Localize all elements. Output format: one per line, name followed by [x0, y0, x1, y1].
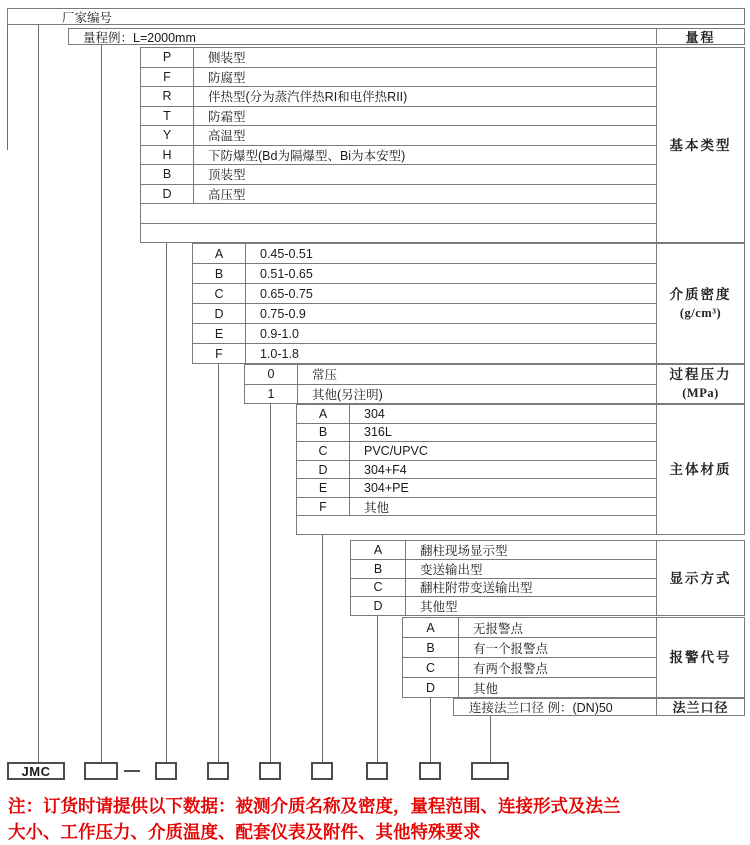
option-code: E: [297, 479, 350, 497]
table-row: [297, 497, 656, 516]
table-row: [297, 460, 656, 479]
option-code: A: [351, 541, 406, 559]
table-row: [403, 637, 656, 657]
table-row: [193, 343, 656, 363]
section-alarm-code: [402, 617, 745, 698]
section-label-text: 主体材质: [669, 462, 732, 477]
table-row: [193, 303, 656, 323]
table-row: [351, 578, 656, 597]
factory-number-label: 厂家编号: [62, 10, 113, 25]
option-code: B: [297, 424, 350, 442]
option-desc: 翻柱现场显示型: [420, 543, 508, 558]
option-rows: [141, 48, 656, 242]
option-code: C: [403, 658, 459, 677]
section-material: [296, 404, 745, 535]
code-box-flange: [471, 762, 509, 780]
table-row-empty: [297, 515, 656, 534]
dash-separator: [124, 770, 140, 772]
option-code: B: [193, 264, 246, 283]
section-label-unit: (g/cm³): [679, 305, 722, 320]
connector-line-alarm: [430, 698, 431, 762]
option-desc: 防霜型: [208, 109, 246, 124]
option-code: Y: [141, 126, 194, 145]
option-desc: 无报警点: [473, 621, 524, 636]
option-desc: 其他(另注明): [312, 387, 383, 402]
table-row: [351, 596, 656, 615]
option-rows: [193, 244, 656, 363]
section-label: [656, 244, 744, 363]
option-desc: 有一个报警点: [473, 641, 549, 656]
section-label-text: 法兰口径: [672, 699, 729, 715]
connector-line-flange: [490, 716, 491, 762]
table-row: [141, 164, 656, 184]
option-code: A: [403, 618, 459, 637]
option-desc: 侧装型: [208, 51, 246, 66]
table-row: [193, 263, 656, 283]
option-code: T: [141, 107, 194, 126]
option-code: C: [193, 284, 246, 303]
table-row: [403, 618, 656, 637]
connector-line-stub: [7, 25, 8, 150]
option-code: D: [403, 678, 459, 697]
option-code: B: [351, 560, 406, 578]
option-desc: 高温型: [208, 129, 246, 144]
option-rows: [297, 405, 656, 534]
option-code: F: [297, 498, 350, 516]
option-code: F: [193, 344, 246, 363]
ordering-note-line1: 注：订货时请提供以下数据：被测介质名称及密度，量程范围、连接形式及法兰: [8, 796, 621, 816]
range-row: [68, 28, 745, 45]
option-desc: 有两个报警点: [473, 661, 549, 676]
option-rows: [454, 699, 656, 715]
option-code: B: [403, 638, 459, 657]
table-row-empty: [141, 203, 656, 223]
option-desc: 304+PE: [364, 481, 409, 496]
option-desc: 伴热型(分为蒸汽伴热RI和电伴热RII): [208, 90, 408, 105]
option-desc: 0.51-0.65: [260, 266, 313, 281]
connector-line-range: [101, 45, 102, 762]
table-row: [403, 657, 656, 677]
table-row: [351, 541, 656, 559]
option-code: E: [193, 324, 246, 343]
model-prefix-box: [7, 762, 65, 780]
connector-line-density: [218, 364, 219, 762]
table-row: [141, 125, 656, 145]
option-desc: 316L: [364, 425, 392, 440]
section-label-text: 显示方式: [669, 570, 732, 586]
option-desc: 304+F4: [364, 462, 407, 477]
table-row: [297, 441, 656, 460]
table-row: [454, 699, 656, 715]
section-label: [656, 699, 744, 715]
option-desc: 翻柱附带变送输出型: [420, 581, 533, 596]
table-row: [141, 67, 656, 87]
table-row: [193, 244, 656, 263]
option-code: C: [297, 442, 350, 460]
option-code: D: [141, 185, 194, 204]
section-label: [656, 618, 744, 697]
option-desc: 下防爆型(Bd为隔爆型、Bi为本安型): [208, 148, 406, 163]
code-box-material: [311, 762, 333, 780]
model-prefix-text: JMC: [21, 763, 51, 779]
ordering-note-line2: 大小、工作压力、介质温度、配套仪表及附件、其他特殊要求: [8, 822, 481, 842]
option-desc: 1.0-1.8: [260, 346, 299, 361]
option-desc: 0.65-0.75: [260, 286, 313, 301]
option-desc: 0.75-0.9: [260, 306, 306, 321]
option-rows: [403, 618, 656, 697]
range-section-label: 量程: [656, 29, 744, 44]
section-label: [656, 405, 744, 534]
section-label-unit: (MPa): [682, 386, 719, 400]
table-row: [245, 384, 656, 404]
section-label: [656, 541, 744, 615]
section-label-text: 介质密度: [669, 286, 732, 302]
option-code: P: [141, 48, 194, 67]
connector-line-basic-type: [166, 243, 167, 762]
option-desc: 304: [364, 406, 385, 421]
option-rows: [351, 541, 656, 615]
connector-line-factory: [38, 25, 39, 762]
option-desc: 0.9-1.0: [260, 326, 299, 341]
table-row: [297, 478, 656, 497]
option-code: 0: [245, 365, 298, 384]
option-code: F: [141, 68, 194, 87]
option-desc: 变送输出型: [420, 562, 483, 577]
code-box-basic-type: [155, 762, 177, 780]
table-row: [141, 86, 656, 106]
table-row: [193, 323, 656, 343]
section-label-text: 基本类型: [669, 137, 732, 153]
table-row: [141, 48, 656, 67]
option-code: A: [297, 405, 350, 423]
code-box-density: [207, 762, 229, 780]
table-row: [245, 365, 656, 384]
table-row: [141, 106, 656, 126]
factory-number-row: [7, 8, 745, 25]
table-row: [141, 184, 656, 204]
section-label: [656, 365, 744, 403]
section-flange-size: [453, 698, 745, 716]
table-row: [193, 283, 656, 303]
code-box-alarm: [419, 762, 441, 780]
code-box-display: [366, 762, 388, 780]
option-code: C: [351, 579, 406, 597]
option-desc: 其他: [473, 681, 499, 696]
section-display-mode: [350, 540, 745, 616]
option-code: R: [141, 87, 194, 106]
table-row: [141, 145, 656, 165]
range-example-text: 量程例：L=2000mm: [83, 30, 196, 45]
option-desc: 连接法兰口径 例：(DN)50: [469, 701, 613, 715]
option-desc: 高压型: [208, 187, 246, 202]
option-desc: 其他: [364, 500, 390, 515]
option-code: 1: [245, 385, 298, 404]
table-row: [297, 405, 656, 423]
connector-line-pressure: [270, 404, 271, 762]
section-basic-type: [140, 47, 745, 243]
option-desc: 常压: [312, 368, 338, 383]
section-label-text: 报警代号: [669, 650, 732, 665]
table-row: [351, 559, 656, 578]
connector-line-display: [377, 616, 378, 762]
option-code: D: [351, 597, 406, 615]
option-desc: 顶装型: [208, 168, 246, 183]
code-box-factory: [84, 762, 118, 780]
ordering-note: [8, 793, 748, 845]
section-label: [656, 48, 744, 242]
option-code: A: [193, 244, 246, 263]
option-code: D: [297, 461, 350, 479]
table-row: [403, 677, 656, 697]
table-row: [297, 423, 656, 442]
option-code: B: [141, 165, 194, 184]
option-code: H: [141, 146, 194, 165]
option-desc: 其他型: [420, 600, 458, 615]
section-pressure: [244, 364, 745, 404]
section-label-text: 过程压力: [669, 367, 732, 382]
option-code: D: [193, 304, 246, 323]
code-box-pressure: [259, 762, 281, 780]
option-desc: 防腐型: [208, 70, 246, 85]
table-row-empty: [141, 223, 656, 243]
connector-line-material: [322, 535, 323, 762]
option-rows: [245, 365, 656, 403]
section-density: [192, 243, 745, 364]
option-desc: 0.45-0.51: [260, 246, 313, 261]
option-desc: PVC/UPVC: [364, 443, 428, 458]
